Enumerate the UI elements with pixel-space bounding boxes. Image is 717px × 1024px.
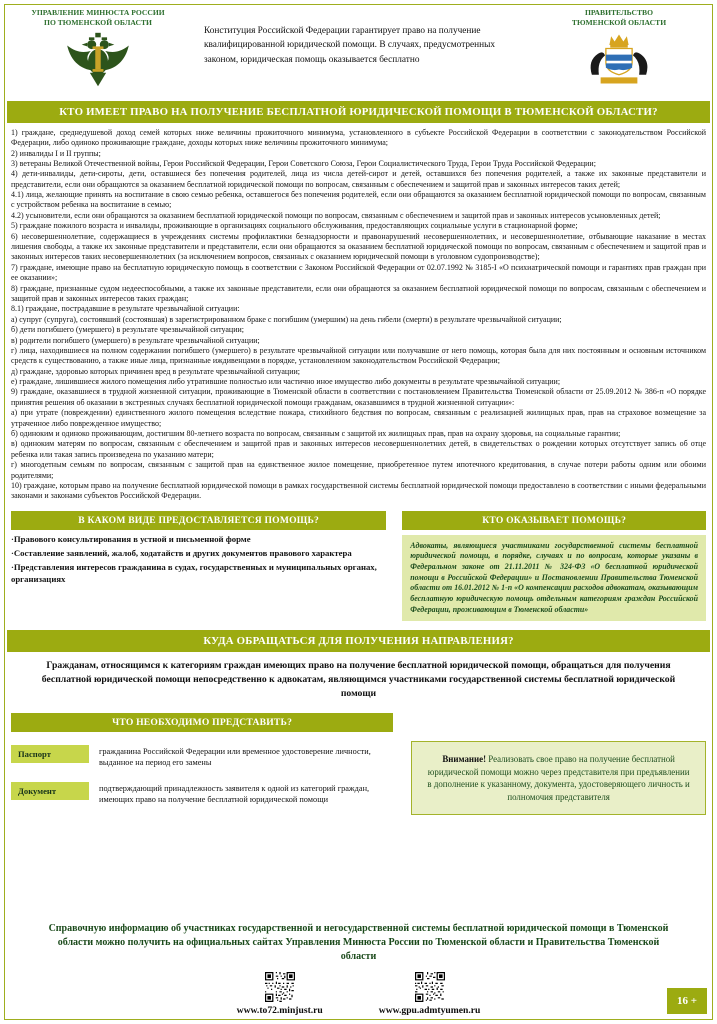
eligibility-item: 3) ветераны Великой Отечественной войны, Герои Российской Федерации, Герои Советского Союза, Герои Социалистического Труда, Герои Труда Российской Федерации; xyxy=(11,158,596,168)
eligibility-item: д) граждане, здоровью которых причинен вред в результате чрезвычайной ситуации; xyxy=(11,366,300,376)
footer xyxy=(0,922,717,1016)
passport-label-chip: Паспорт xyxy=(11,745,89,763)
government-org-name xyxy=(533,8,705,28)
documents-title-banner: ЧТО НЕОБХОДИМО ПРЕДСТАВИТЬ? xyxy=(11,713,393,732)
eligibility-item: 6) несовершеннолетние, содержащиеся в учреждениях системы профилактики безнадзорности и правонарушений несовершеннолетних, и несовершеннолетние, отбывающие наказание в местах лишения свободы, а также их законные представители и представители, если они обращаются за оказанием бесплатной юридической помощи по вопросам, связанным с обеспечением и защитой прав и законных интересов таких несовершеннолетних (за исключением вопросов, связанных с оказанием юридической помощи в уголовном судопроизводстве); xyxy=(11,231,706,262)
qr-code-minjust-icon xyxy=(265,972,295,1002)
documents-column xyxy=(11,713,393,815)
provider-title-banner: КТО ОКАЗЫВАЕТ ПОМОЩЬ? xyxy=(402,511,706,530)
eligibility-item: б) дети погибшего (умершего) в результате чрезвычайной ситуации; xyxy=(11,325,244,335)
tyumen-coat-of-arms-icon xyxy=(579,31,659,87)
eligibility-list xyxy=(11,128,706,502)
referral-text: Гражданам, относящимся к категориям граждан имеющих право на получение бесплатной юридической помощи, обращаться для получения бесплатной юридической помощи непосредственно к адвокатам, являющимся участниками государственной системы бесплатной юридической помощи xyxy=(41,660,676,699)
forms-item: ·Составление заявлений, жалоб, ходатайств и других документов правового характера xyxy=(11,548,352,559)
qr-block-minjust xyxy=(237,972,323,1016)
government-site-url: www.gpu.admtyumen.ru xyxy=(378,1005,481,1016)
qr-code-government-icon xyxy=(415,972,445,1002)
document-label-chip: Документ xyxy=(11,782,89,800)
age-rating-badge: 16 + xyxy=(667,988,707,1014)
document-row-passport xyxy=(11,745,393,768)
attention-title: Внимание! xyxy=(442,754,487,765)
eligibility-item: 2) инвалиды I и II группы; xyxy=(11,148,101,158)
forms-item: ·Правового консультирования в устной и письменной форме xyxy=(11,533,251,544)
eligibility-item: 8.1) граждане, пострадавшие в результате чрезвычайной ситуации: xyxy=(11,304,240,314)
document-description: подтверждающий принадлежность заявителя к одной из категорий граждан, имеющих право на получение бесплатной юридической помощи xyxy=(99,783,370,804)
provider-text-box: Адвокаты, являющиеся участниками государственной системы бесплатной юридической помощи, в порядке, случаях и по вопросам, которые указаны в Федеральном законе от 21.11.2011 № 324-ФЗ «О бесплатной юридической помощи в Российской Федерации» и Постановлении Правительства Тюменской области от 16.01.2012 № 1-п «О компенсации расходов адвокатам, оказывающим бесплатную юридическую помощь отдельным категориям граждан Российской Федерации, проживающим в Тюменской области» xyxy=(402,535,706,622)
eligibility-item: 10) граждане, которым право на получение бесплатной юридической помощи в рамках государственной системы бесплатной юридической помощи предоставлено в соответствии с иными федеральными законами и законами субъектов Российской Федерации. xyxy=(11,481,706,501)
constitution-intro-text: Конституция Российской Федерации гарантирует право на получение квалифицированной юридической помощи. В случаях, предусмотренных законом, юридическая помощь оказывается бесплатно xyxy=(204,26,495,65)
attention-box xyxy=(411,741,706,815)
government-org-name-line2: ТЮМЕНСКОЙ ОБЛАСТИ xyxy=(571,17,667,27)
eligibility-item: г) многодетным семьям по вопросам, связанным с защитой прав на единственное жилое помещение, приобретенное путем ипотечного кредитования, в случае потери работы одним или обоими родителями; xyxy=(11,460,706,480)
eligibility-item: е) граждане, лишившиеся жилого помещения либо утратившие полностью или частично иное имущество либо документы в результате чрезвычайной ситуации; xyxy=(11,377,561,387)
attention-text: Реализовать свое право на получение бесплатной юридической помощи можно через представителя при предъявлении в дополнение к указанному, документа, удостоверяющего личность и полномочия представителя xyxy=(427,754,690,802)
eligibility-item: 5) граждане пожилого возраста и инвалиды, проживающие в организациях социального обслуживания, предоставляющих социальные услуги в стационарной форме; xyxy=(11,221,578,231)
eligibility-item: 4.2) усыновители, если они обращаются за оказанием бесплатной юридической помощи по вопросам, связанным с обеспечением и защитой прав и законных интересов усыновленных детей; xyxy=(11,210,661,220)
minjust-eagle-emblem-icon xyxy=(61,31,135,89)
forms-item: ·Представления интересов гражданина в судах, государственных и муниципальных органах, организациях xyxy=(11,562,377,584)
eligibility-item: г) лица, находившиеся на полном содержании погибшего (умершего) в результате чрезвычайной ситуации или получавшие от него помощь, которая была для них постоянным и основным источником средств к существованию, а также иные лица, признанные иждивенцами в порядке, установленном законодательством Российской Федерации; xyxy=(11,345,706,366)
eligibility-item: б) одиноким и одиноко проживающим, достигшим 80-летнего возраста по вопросам, связанным с защитой их жилищных прав, прав на охрану здоровья, на социальные гарантии; xyxy=(11,429,621,439)
forms-column xyxy=(11,511,386,622)
referral-title-banner: КУДА ОБРАЩАТЬСЯ ДЛЯ ПОЛУЧЕНИЯ НАПРАВЛЕНИЯ? xyxy=(7,630,710,652)
attention-column xyxy=(411,713,706,815)
government-org-name-line1: ПРАВИТЕЛЬСТВО xyxy=(584,8,654,17)
header xyxy=(0,0,717,94)
eligibility-item: 8) граждане, признанные судом недееспособными, а также их законные представители, если они обращаются за оказанием бесплатной юридической помощи по вопросам, связанным с обеспечением и защитой прав и законных интересов таких граждан; xyxy=(11,283,706,303)
footer-info-text: Справочную информацию об участниках государственной и негосударственной системы бесплатной юридической помощи в Тюменской области можно получить на официальных сайтах Управления Минюста России по Тюменской области и Правительства Тюменской области xyxy=(48,923,669,962)
qr-row xyxy=(0,972,717,1016)
middle-columns xyxy=(11,511,706,622)
government-org-block xyxy=(533,8,705,92)
documents-section xyxy=(11,713,706,815)
eligibility-title-banner: КТО ИМЕЕТ ПРАВО НА ПОЛУЧЕНИЕ БЕСПЛАТНОЙ ЮРИДИЧЕСКОЙ ПОМОЩИ В ТЮМЕНСКОЙ ОБЛАСТИ? xyxy=(7,101,710,123)
minjust-org-name-line2: ПО ТЮМЕНСКОЙ ОБЛАСТИ xyxy=(44,17,152,27)
document-row-document xyxy=(11,782,393,805)
minjust-site-url: www.to72.minjust.ru xyxy=(236,1005,323,1016)
forms-list xyxy=(11,534,386,585)
eligibility-item: а) при утрате (повреждении) единственного жилого помещения вследствие пожара, стихийного бедствия по вопросам, связанным с реализацией жилищных прав, прав на страховое возмещение за утраченное либо поврежденное имущество; xyxy=(11,408,706,428)
passport-description: гражданина Российской Федерации или временное удостоверение личности, выданное на период его замены xyxy=(99,747,371,768)
eligibility-item: 1) граждане, среднедушевой доход семей которых ниже величины прожиточного минимума, установленного в субъекте Российской Федерации в соответствии с законодательством Российской Федерации, либо одиноко проживающие граждане, доходы которых ниже величины прожиточного минимума; xyxy=(11,127,706,148)
forms-title-banner: В КАКОМ ВИДЕ ПРЕДОСТАВЛЯЕТСЯ ПОМОЩЬ? xyxy=(11,511,386,530)
minjust-org-name xyxy=(12,8,184,28)
eligibility-item: а) супруг (супруга), состоявший (состоявшая) в зарегистрированном браке с погибшим (умершим) на день гибели (смерти) в результате чрезвычайной ситуации; xyxy=(11,314,562,324)
provider-column xyxy=(402,511,706,622)
eligibility-item: 9) граждане, оказавшиеся в трудной жизненной ситуации, проживающие в Тюменской области в соответствии с постановлением Правительства Тюменской области от 25.09.2012 № 386-п «О порядке принятия решения об оказании в экстренных случаях бесплатной юридической помощи гражданам, оказавшимся в трудной жизненной ситуации»: xyxy=(11,387,706,407)
eligibility-item: 7) граждане, имеющие право на бесплатную юридическую помощь в соответствии с Законом Российской Федерации от 02.07.1992 № 3185-I «О психиатрической помощи и гарантиях прав граждан при ее оказании»; xyxy=(11,262,706,283)
eligibility-item: 4) дети-инвалиды, дети-сироты, дети, оставшиеся без попечения родителей, лица из числа детей-сирот и детей, оставшихся без попечения родителей, а также их законные представители и представители, если они обращаются за оказанием бесплатной юридической помощи по вопросам, связанным с обеспечением и защитой прав и законных интересов таких детей; xyxy=(11,169,706,189)
qr-block-government xyxy=(379,972,481,1016)
eligibility-item: в) одиноким матерям по вопросам, связанным с обеспечением и защитой прав и законных интересов несовершеннолетних детей, в свидетельствах о рождении которых отсутствует запись об отце ребенка или такая запись произведена по указанию матери; xyxy=(11,439,706,459)
minjust-org-name-line1: УПРАВЛЕНИЕ МИНЮСТА РОССИИ xyxy=(31,8,165,17)
eligibility-item: в) родители погибшего (умершего) в результате чрезвычайной ситуации; xyxy=(11,335,260,345)
eligibility-item: 4.1) лица, желающие принять на воспитание в свою семью ребенка, оставшегося без попечения родителей, если они обращаются за оказанием бесплатной юридической помощи по вопросам, связанным с устройством ребенка на воспитание в семью; xyxy=(11,190,706,210)
minjust-org-block xyxy=(12,8,184,94)
